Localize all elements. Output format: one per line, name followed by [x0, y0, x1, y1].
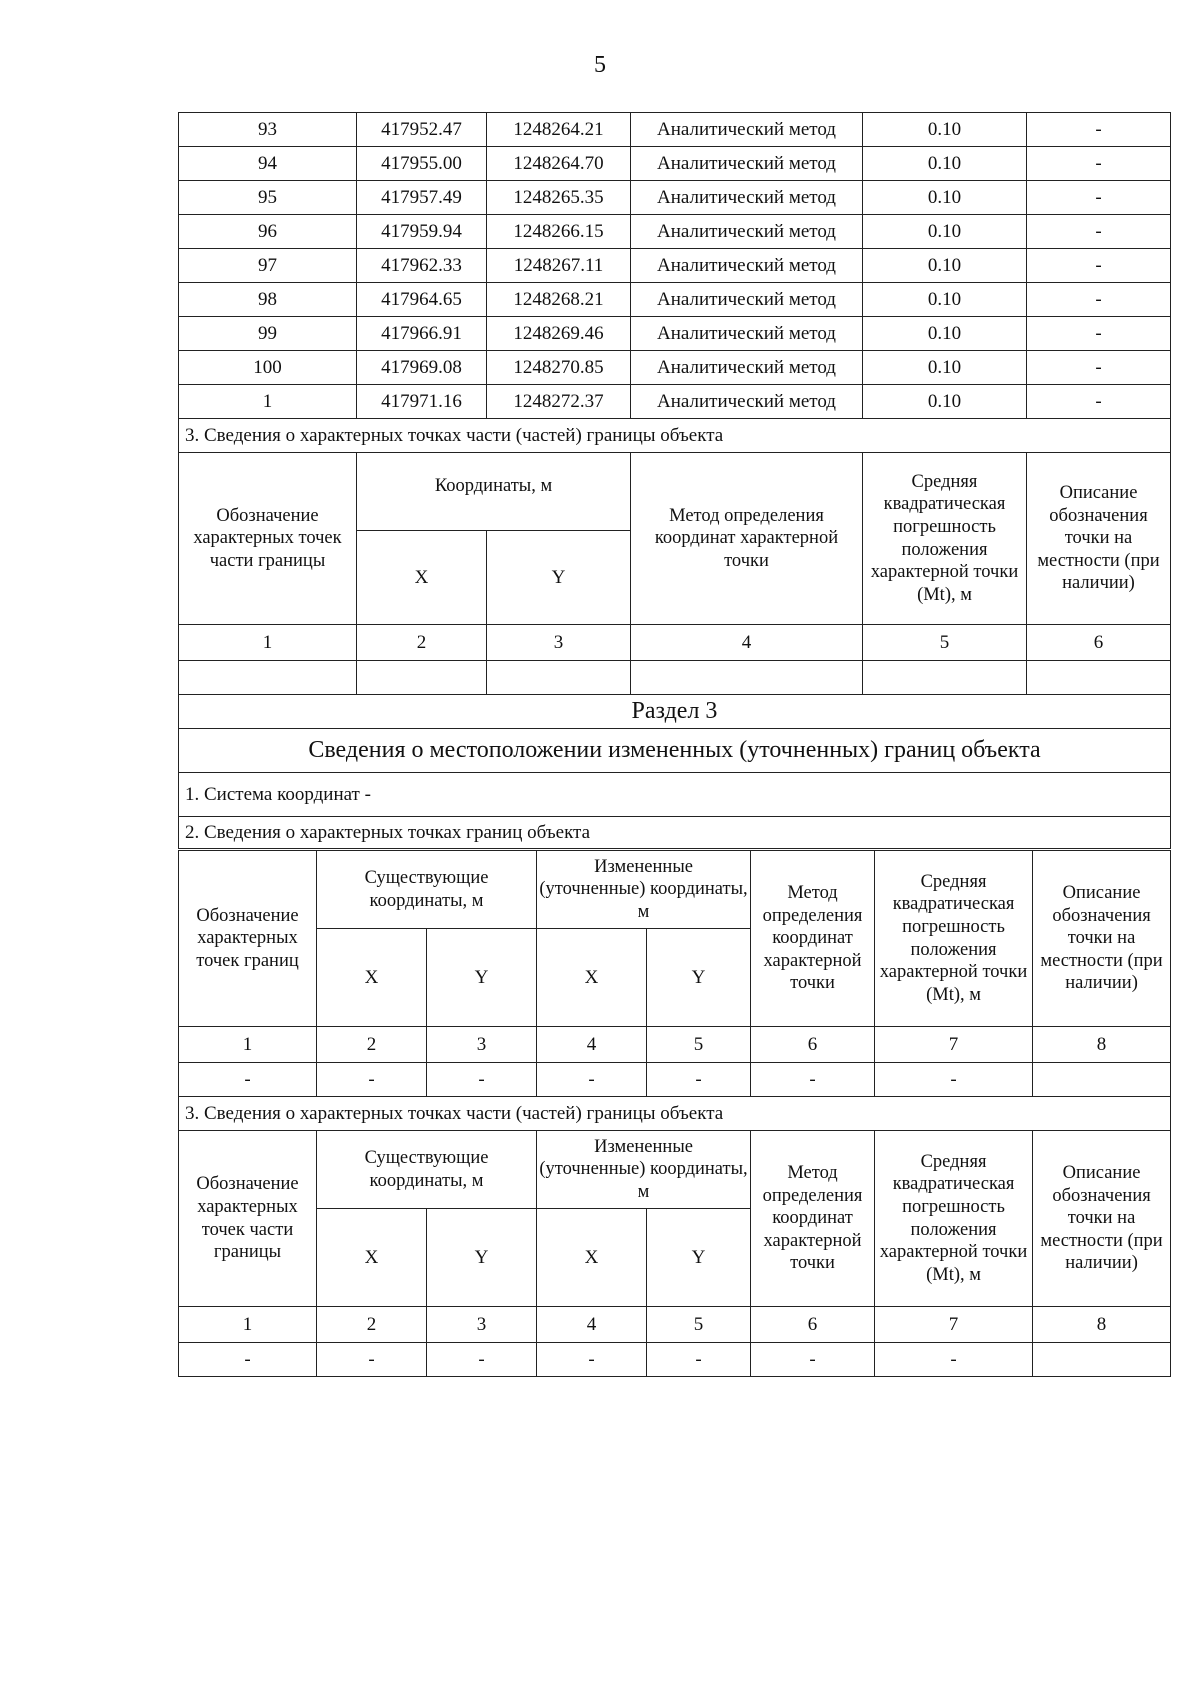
s3-part-num: 6: [751, 1307, 875, 1343]
s3-num: 1: [179, 1027, 317, 1063]
s3-part-num: 7: [875, 1307, 1033, 1343]
method: Аналитический метод: [631, 351, 863, 385]
coord-x: 417959.94: [357, 215, 487, 249]
description: -: [1027, 351, 1171, 385]
description: -: [1027, 385, 1171, 419]
s3-part-col-designation: Обозначение характерных точек части границы: [179, 1131, 317, 1307]
section3-subtitle: Сведения о местоположении измененных (уточненных) границ объекта: [179, 729, 1171, 773]
coord-y: 1248264.70: [487, 147, 631, 181]
coord-x: 417969.08: [357, 351, 487, 385]
coord-y: 1248272.37: [487, 385, 631, 419]
s3-empty-cell: -: [751, 1063, 875, 1097]
description: -: [1027, 249, 1171, 283]
description: -: [1027, 283, 1171, 317]
coord-y: 1248266.15: [487, 215, 631, 249]
s2-part-col-error: Средняя квадратическая погрешность положения характерной точки (Mt), м: [863, 453, 1027, 625]
coord-x: 417952.47: [357, 113, 487, 147]
s3-empty-cell: -: [179, 1063, 317, 1097]
s2-part-empty-cell: [1027, 661, 1171, 695]
point-number: 97: [179, 249, 357, 283]
description: -: [1027, 317, 1171, 351]
point-number: 93: [179, 113, 357, 147]
coord-y: 1248268.21: [487, 283, 631, 317]
point-number: 94: [179, 147, 357, 181]
error-mt: 0.10: [863, 283, 1027, 317]
description: -: [1027, 181, 1171, 215]
s3-part-empty-cell: -: [647, 1343, 751, 1377]
s2-part-col-method: Метод определения координат характерной точки: [631, 453, 863, 625]
section3-title: Раздел 3: [179, 695, 1171, 729]
point-number: 98: [179, 283, 357, 317]
s3-col-desc: Описание обозначения точки на местности (при наличии): [1033, 851, 1171, 1027]
s3-empty-cell: -: [317, 1063, 427, 1097]
coord-y: 1248270.85: [487, 351, 631, 385]
s3-part-num: 1: [179, 1307, 317, 1343]
coord-x: 417966.91: [357, 317, 487, 351]
coordinate-system: 1. Система координат -: [179, 773, 1171, 817]
s3-part-num: 5: [647, 1307, 751, 1343]
description: -: [1027, 113, 1171, 147]
method: Аналитический метод: [631, 283, 863, 317]
method: Аналитический метод: [631, 215, 863, 249]
s2-part-num: 5: [863, 625, 1027, 661]
error-mt: 0.10: [863, 181, 1027, 215]
s3-part-empty-cell: -: [317, 1343, 427, 1377]
s3-part-col-method: Метод определения координат характерной точки: [751, 1131, 875, 1307]
point-row: [179, 283, 1171, 317]
s3-part-num: 2: [317, 1307, 427, 1343]
s2-part-col-designation: Обозначение характерных точек части границы: [179, 453, 357, 625]
s2-part-col-y: Y: [487, 531, 631, 625]
error-mt: 0.10: [863, 113, 1027, 147]
error-mt: 0.10: [863, 249, 1027, 283]
s2-part-num: 6: [1027, 625, 1171, 661]
s3-part-col-existing: Существующие координаты, м: [317, 1131, 537, 1209]
s2-part-col-desc: Описание обозначения точки на местности (при наличии): [1027, 453, 1171, 625]
s3-num: 7: [875, 1027, 1033, 1063]
s3-col-method: Метод определения координат характерной точки: [751, 851, 875, 1027]
s3-part-col-changed: Измененные (уточненные) координаты, м: [537, 1131, 751, 1209]
s3-empty-cell: [1033, 1063, 1171, 1097]
description: -: [1027, 215, 1171, 249]
method: Аналитический метод: [631, 385, 863, 419]
s2-part-num: 4: [631, 625, 863, 661]
s3-col-x: X: [537, 929, 647, 1027]
s3-num: 3: [427, 1027, 537, 1063]
s3-part-title: 3. Сведения о характерных точках части (частей) границы объекта: [179, 1097, 1171, 1131]
s2-part-col-coords: Координаты, м: [357, 453, 631, 531]
description: -: [1027, 147, 1171, 181]
point-number: 95: [179, 181, 357, 215]
point-number: 100: [179, 351, 357, 385]
s3-part-empty-cell: -: [751, 1343, 875, 1377]
s3-part-col-error: Средняя квадратическая погрешность положения характерной точки (Mt), м: [875, 1131, 1033, 1307]
s3-part-num: 3: [427, 1307, 537, 1343]
s2-part-num: 1: [179, 625, 357, 661]
s3-part-num: 8: [1033, 1307, 1171, 1343]
error-mt: 0.10: [863, 317, 1027, 351]
point-row: [179, 215, 1171, 249]
s3-col-existing: Существующие координаты, м: [317, 851, 537, 929]
point-row: [179, 351, 1171, 385]
s2-part-col-x: X: [357, 531, 487, 625]
point-row: [179, 317, 1171, 351]
s2-part-empty-cell: [487, 661, 631, 695]
s3-part-col-x: X: [537, 1209, 647, 1307]
coord-x: 417971.16: [357, 385, 487, 419]
point-row: [179, 113, 1171, 147]
coord-y: 1248269.46: [487, 317, 631, 351]
section3-points-title: 2. Сведения о характерных точках границ объекта: [179, 817, 1171, 849]
point-row: [179, 181, 1171, 215]
method: Аналитический метод: [631, 113, 863, 147]
s3-col-changed: Измененные (уточненные) координаты, м: [537, 851, 751, 929]
s3-part-col-y: Y: [427, 1209, 537, 1307]
s3-num: 8: [1033, 1027, 1171, 1063]
error-mt: 0.10: [863, 215, 1027, 249]
s3-part-empty-cell: -: [179, 1343, 317, 1377]
s2-part-num: 2: [357, 625, 487, 661]
s3-empty-cell: -: [427, 1063, 537, 1097]
s3-col-y: Y: [647, 929, 751, 1027]
coord-y: 1248264.21: [487, 113, 631, 147]
error-mt: 0.10: [863, 351, 1027, 385]
s3-part-col-x: X: [317, 1209, 427, 1307]
point-row: [179, 385, 1171, 419]
s2-part-num: 3: [487, 625, 631, 661]
s2-part-empty-cell: [357, 661, 487, 695]
s3-col-y: Y: [427, 929, 537, 1027]
point-row: [179, 147, 1171, 181]
s3-col-x: X: [317, 929, 427, 1027]
point-number: 96: [179, 215, 357, 249]
coord-y: 1248267.11: [487, 249, 631, 283]
coord-x: 417962.33: [357, 249, 487, 283]
method: Аналитический метод: [631, 181, 863, 215]
s3-part-empty-cell: -: [875, 1343, 1033, 1377]
coord-x: 417955.00: [357, 147, 487, 181]
s3-part-col-y: Y: [647, 1209, 751, 1307]
coord-x: 417957.49: [357, 181, 487, 215]
method: Аналитический метод: [631, 147, 863, 181]
s3-part-num: 4: [537, 1307, 647, 1343]
s3-empty-cell: -: [647, 1063, 751, 1097]
coord-x: 417964.65: [357, 283, 487, 317]
s3-num: 2: [317, 1027, 427, 1063]
point-number: 1: [179, 385, 357, 419]
coord-y: 1248265.35: [487, 181, 631, 215]
s3-col-designation: Обозначение характерных точек границ: [179, 851, 317, 1027]
s3-part-empty-cell: -: [537, 1343, 647, 1377]
s2-part-empty-cell: [863, 661, 1027, 695]
s3-part-col-desc: Описание обозначения точки на местности (при наличии): [1033, 1131, 1171, 1307]
section2-table: [178, 112, 1171, 849]
s2-part-empty-cell: [631, 661, 863, 695]
s3-empty-cell: -: [537, 1063, 647, 1097]
s3-empty-cell: -: [875, 1063, 1033, 1097]
method: Аналитический метод: [631, 249, 863, 283]
s2-part-empty-cell: [179, 661, 357, 695]
s3-num: 6: [751, 1027, 875, 1063]
point-row: [179, 249, 1171, 283]
s3-num: 4: [537, 1027, 647, 1063]
s3-col-error: Средняя квадратическая погрешность положения характерной точки (Mt), м: [875, 851, 1033, 1027]
section2-points-body: [179, 113, 1171, 419]
s3-part-empty-cell: [1033, 1343, 1171, 1377]
method: Аналитический метод: [631, 317, 863, 351]
page-number: 5: [594, 52, 606, 78]
point-number: 99: [179, 317, 357, 351]
s2-part-title: 3. Сведения о характерных точках части (частей) границы объекта: [179, 419, 1171, 453]
error-mt: 0.10: [863, 385, 1027, 419]
s3-part-empty-cell: -: [427, 1343, 537, 1377]
section3-points-table: [178, 850, 1171, 1377]
s3-num: 5: [647, 1027, 751, 1063]
error-mt: 0.10: [863, 147, 1027, 181]
